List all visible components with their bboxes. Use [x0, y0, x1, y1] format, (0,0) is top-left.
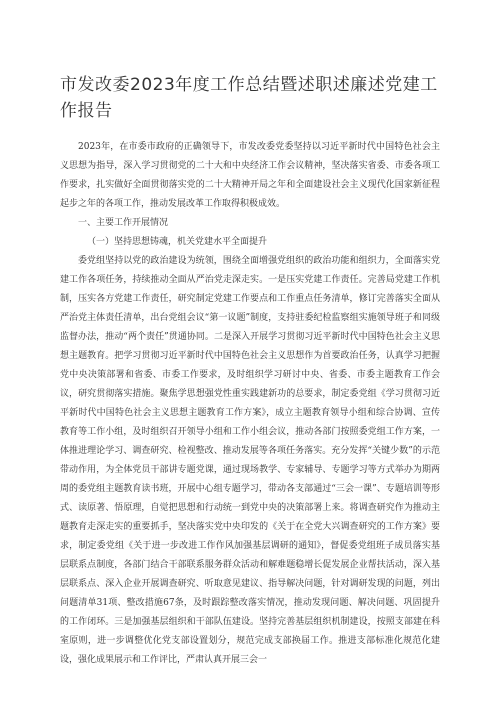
section-heading: 一、主要工作开展情况 — [78, 218, 169, 228]
intro-paragraph: 2023年，在市委市政府的正确领导下，市发改委党委坚持以习近平新时代中国特色社会主义思想为指导，深入学习贯彻党的二十大和中央经济工作会议精神，坚决落实省委、市委各项工作要求，扎实做好全面贯彻落实党的二十大精神开局之年和全面建设社会主义现代化国家新征程起步之年的各项工作，推动发展改革工作取得积极成效。 — [60, 142, 440, 209]
subsection-heading: （一）坚持思想铸魂，机关党建水平全面提升 — [87, 237, 268, 247]
document-title: 市发改委2023年度工作总结暨述职述廉述党建工作报告 — [60, 75, 438, 121]
document-body — [60, 138, 440, 670]
body-paragraph: 委党组坚持以党的政治建设为统领，围绕全面增强党组织的政治功能和组织力，全面落实党建工作各项任务，持续推动全面从严治党走深走实。一是压实党建工作责任。完善局党建工作机制，压实各方党建工作责任，研究制定党建工作要点和工作重点任务清单，修订完善落实全面从严治党主体责任清单，出台党组会议“第一议题”制度，支持驻委纪检监察组实施领导班子和同级监督办法，推动“两个责任”贯通协同。二是深入开展学习贯彻习近平新时代中国特色社会主义思想主题教育。把学习贯彻习近平新时代中国特色社会主义思想作为首要政治任务，认真学习把握党中央决策部署和省委、市委工作要求，及时组织学习研讨中央、省委、市委主题教育工作会议，研究贯彻落实措施。聚焦学思想强党性重实践建新功的总要求，制定委党组《学习贯彻习近平新时代中国特色社会主义思想主题教育工作方案》，成立主题教育领导小组和综合协调、宣传教育等工作小组，及时组织召开领导小组和工作小组会议，推动各部门按照委党组工作方案，一体推进理论学习、调查研究、检视整改、推动发展等各项任务落实。充分发挥“关键少数”的示范带动作用，为全体党员干部讲专题党课，通过现场教学、专家辅导、专题学习等方式举办为期两周的委党组主题教育读书班，开展中心组专题学习，带动各支部通过“三会一课”、专题培训等形式、读原著、悟原理，自觉把思想和行动统一到党中央的决策部署上来。将调查研究作为推动主题教育走深走实的重要抓手，坚决落实党中央印发的《关于在全党大兴调查研究的工作方案》要求，制定委党组《关于进一步改进工作作风加强基层调研的通知》，督促委党组班子成员落实基层联系点制度，各部门结合干部联系服务群众活动和解难题稳增长促发展企业帮扶活动，深入基层联系点、深入企业开展调查研究、听取意见建议、指导解决问题，针对调研发现的问题，列出问题清单31项、整改措施67条，及时跟踪整改落实情况，推动发现问题、解决问题、巩固提升的工作闭环。三是加强基层组织和干部队伍建设。坚持完善基层组织机制建设，按照支部建在科室原则，进一步调整优化党支部设置划分，规范完成支部换届工作。推进支部标准化规范化建设，强化成果展示和工作评比，严肃认真开展三会一 — [60, 256, 440, 665]
